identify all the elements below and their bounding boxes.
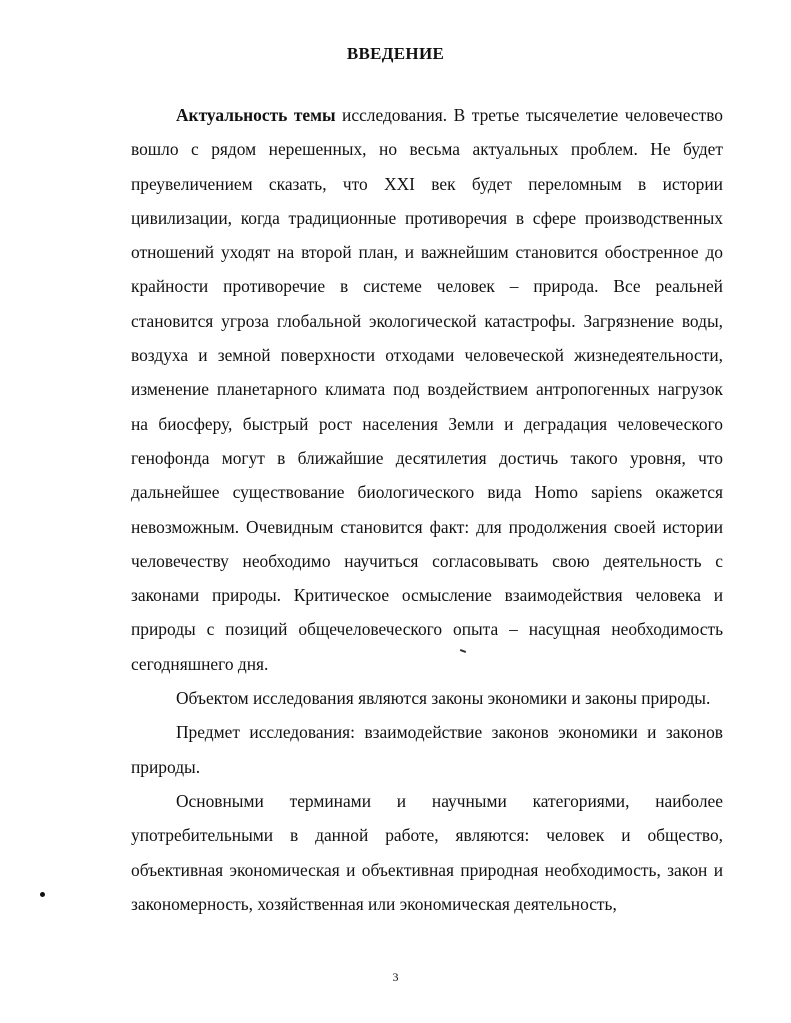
scan-speck xyxy=(40,892,45,897)
body-text xyxy=(131,98,723,921)
paragraph-object: Объектом исследования являются законы экономики и законы природы. xyxy=(176,688,711,709)
paragraph-subject: Предмет исследования: взаимодействие законов экономики и законов природы. xyxy=(131,722,723,777)
paragraph-terms: Основными терминами и научными категориями, наиболее употребительными в данной работе, являются: человек и общество, объективная экономическая и объективная природная необходимость, закон и закономерность, хозяйственная или экономическая деятельность, xyxy=(131,790,723,914)
paragraph-relevance xyxy=(131,98,723,681)
page-number: 3 xyxy=(392,970,399,984)
page-title: ВВЕДЕНИЕ xyxy=(346,44,445,63)
relevance-heading: Актуальность темы xyxy=(176,105,336,125)
relevance-text: исследования. В третье тысячелетие человечество вошло с рядом нерешенных, но весьма актуальных проблем. Не будет преувеличением сказать, что XXI век будет переломным в истории цивилизации, когда традиционные противоречия в сфере производственных отношений уходят на второй план, и важнейшим становится обостренное до крайности противоречие в системе человек – природа. Все реальней становится угроза глобальной экологической катастрофы. Загрязнение воды, воздуха и земной поверхности отходами человеческой жизнедеятельности, изменение планетарного климата под воздействием антропогенных нагрузок на биосферу, быстрый рост населения Земли и деградация человеческого генофонда могут в ближайшие десятилетия достичь такого уровня, что дальнейшее существование биологического вида Homo sapiens окажется невозможным. Очевидным становится факт: для продолжения своей истории человечеству необходимо научиться согласовывать свою деятельность с законами природы. Критическое осмысление взаимодействия человека и природы с позиций общечеловеческого опыта – насущная необходимость сегодняшнего дня. xyxy=(131,105,723,674)
